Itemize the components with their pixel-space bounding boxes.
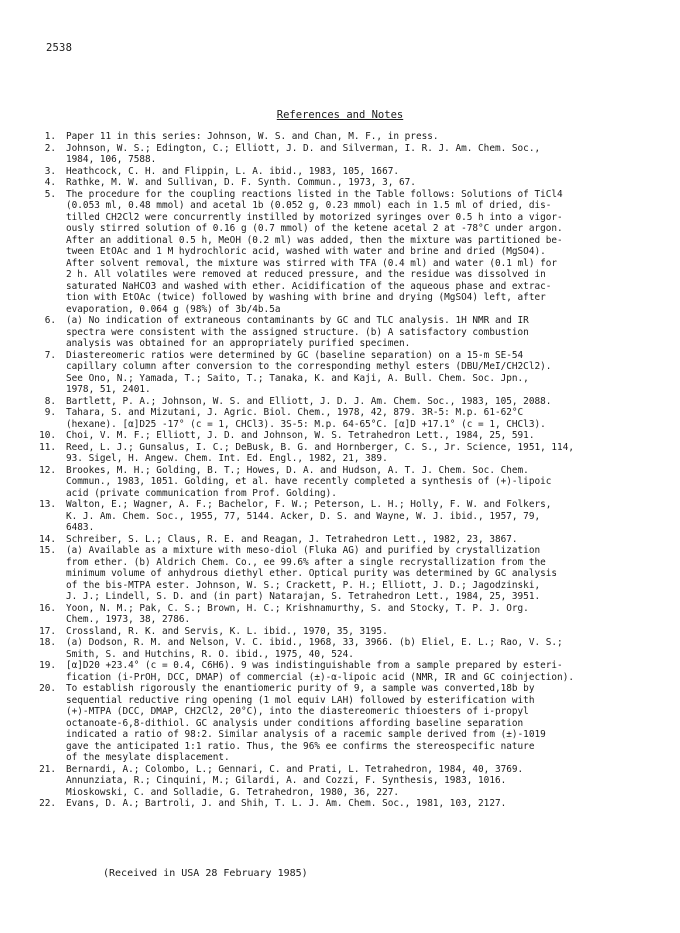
- reference-item: [36, 143, 650, 166]
- reference-text: Tahara, S. and Mizutani, J. Agric. Biol. Chem., 1978, 42, 879. 3R-5: M.p. 61-62°C (hexane). [α]D25 -17° (c = 1, CHCl3). 3S-5: M.p. 64-65°C. [α]D +17.1° (c = 1, CHCl3).: [66, 407, 546, 430]
- reference-text: Choi, V. M. F.; Elliott, J. D. and Johnson, W. S. Tetrahedron Lett., 1984, 25, 591.: [66, 430, 535, 441]
- reference-item: [36, 166, 650, 178]
- reference-number: 21.: [39, 763, 56, 775]
- reference-number: 16.: [39, 602, 56, 614]
- reference-item: [36, 189, 650, 316]
- reference-item: [36, 637, 650, 660]
- reference-text: (a) No indication of extraneous contaminants by GC and TLC analysis. 1H NMR and IR spectra were consistent with the assigned structure. (b) A satisfactory combustion analysis was obtained for an appropriately purified specimen.: [66, 315, 529, 349]
- reference-text: [α]D20 +23.4° (c = 0.4, C6H6). 9 was indistinguishable from a sample prepared by esteri- fication (i-PrOH, DCC, DMAP) of commercial (±)-α-lipoic acid (NMR, IR and GC coinjection).: [66, 660, 574, 683]
- section-title: [0, 109, 680, 121]
- reference-item: [36, 534, 650, 546]
- reference-text: Walton, E.; Wagner, A. F.; Bachelor, F. W.; Peterson, L. H.; Holly, F. W. and Folkers, K. J. Am. Chem. Soc., 1955, 77, 5144. Acker, D. S. and Wayne, W. J. ibid., 1957, 79, 6483.: [66, 499, 552, 533]
- reference-item: [36, 499, 650, 534]
- reference-number: 15.: [39, 545, 56, 556]
- reference-number: 5.: [44, 188, 56, 200]
- reference-item: [36, 660, 650, 683]
- reference-number: 2.: [44, 142, 56, 154]
- reference-number: 11.: [39, 441, 56, 453]
- reference-number: 22.: [39, 798, 56, 809]
- reference-text: (a) Available as a mixture with meso-diol (Fluka AG) and purified by crystallization from ether. (b) Aldrich Chem. Co., ee 99.6% after a single recrystallization from the minimum volume of anhydrous diethyl ether. Optical purity was determined by GC analysis of the bis-MTPA ester. Johnson, W. S.; Crackett, P. H.; Elliott, J. D.; Jagodzinski, J. J.; Lindell, S. D. and (in part) Natarajan, S. Tetrahedron Lett., 1984, 25, 3951.: [66, 545, 558, 602]
- references-list: [36, 131, 650, 810]
- reference-text: Rathke, M. W. and Sullivan, D. F. Synth. Commun., 1973, 3, 67.: [66, 177, 416, 188]
- reference-number: 13.: [39, 499, 56, 510]
- reference-text: Crossland, R. K. and Servis, K. L. ibid., 1970, 35, 3195.: [66, 625, 388, 637]
- section-title-text: References and Notes: [276, 109, 404, 121]
- reference-item: [36, 315, 650, 350]
- reference-item: [36, 545, 650, 603]
- reference-number: 10.: [39, 430, 56, 441]
- reference-item: [36, 603, 650, 626]
- reference-number: 3.: [44, 165, 56, 177]
- reference-item: [36, 442, 650, 465]
- reference-text: Brookes, M. H.; Golding, B. T.; Howes, D. A. and Hudson, A. T. J. Chem. Soc. Chem. Commun., 1983, 1051. Golding, et al. have recently completed a synthesis of (+)-lipoic acid (private communication from Prof. Golding).: [66, 464, 552, 499]
- reference-text: Paper 11 in this series: Johnson, W. S. and Chan, M. F., in press.: [66, 131, 439, 142]
- reference-item: [36, 430, 650, 442]
- reference-number: 20.: [39, 683, 56, 694]
- reference-item: [36, 177, 650, 189]
- reference-number: 18.: [39, 637, 56, 648]
- reference-text: Yoon, N. M.; Pak, C. S.; Brown, H. C.; Krishnamurthy, S. and Stocky, T. P. J. Org. Chem., 1973, 38, 2786.: [66, 602, 529, 625]
- reference-text: Bernardi, A.; Colombo, L.; Gennari, C. and Prati, L. Tetrahedron, 1984, 40, 3769. Annunziata, R.; Cinquini, M.; Gilardi, A. and Cozzi, F. Synthesis, 1983, 1016. Mioskowski, C. and Solladie, G. Tetrahedron, 1980, 36, 227.: [66, 763, 524, 798]
- reference-text: Schreiber, S. L.; Claus, R. E. and Reagan, J. Tetrahedron Lett., 1982, 23, 3867.: [66, 533, 518, 545]
- reference-item: [36, 465, 650, 500]
- reference-text: Bartlett, P. A.; Johnson, W. S. and Elliott, J. D. J. Am. Chem. Soc., 1983, 105, 2088.: [66, 395, 552, 407]
- reference-item: [36, 764, 650, 799]
- reference-item: [36, 131, 650, 143]
- reference-item: [36, 683, 650, 764]
- reference-number: 4.: [44, 177, 56, 188]
- reference-item: [36, 798, 650, 810]
- reference-text: The procedure for the coupling reactions listed in the Table follows: Solutions of TiCl4 (0.053 ml, 0.48 mmol) and acetal 1b (0.052 g, 0.23 mmol) each in 1.5 ml of dried, dis- tilled CH2Cl2 were concurrently instilled by motorized syringes over 0.5 h into a vigor- ously stirred solution of 0.16 g (0.7 mmol) of the ketene acetal 2 at -78°C under argon. After an additional 0.5 h, MeOH (0.2 ml) was added, then the mixture was partitioned be- tween EtOAc and 1 M hydrochloric acid, washed with water and brine and dried (MgSO4). After solvent removal, the mixture was stirred with TFA (0.4 ml) and water (0.1 ml) for 2 h. All volatiles were removed at reduced pressure, and the residue was dissolved in saturated NaHCO3 and washed with ether. Acidification of the aqueous phase and extrac- tion with EtOAc (twice) followed by washing with brine and drying (MgSO4) left, after evaporation, 0.064 g (98%) of 3b/4b.5a: [66, 188, 563, 315]
- reference-number: 1.: [44, 131, 56, 142]
- reference-number: 17.: [39, 625, 56, 637]
- reference-item: [36, 407, 650, 430]
- reference-item: [36, 396, 650, 408]
- reference-text: Johnson, W. S.; Edington, C.; Elliott, J. D. and Silverman, I. R. J. Am. Chem. Soc., 1984, 106, 7588.: [66, 142, 541, 165]
- reference-item: [36, 626, 650, 638]
- reference-number: 9.: [44, 407, 56, 418]
- reference-text: Reed, L. J.; Gunsalus, I. C.; DeBusk, B. G. and Hornberger, C. S., Jr. Science, 1951, 114, 93. Sigel, H. Angew. Chem. Int. Ed. Engl., 1982, 21, 389.: [66, 441, 574, 464]
- received-date: (Received in USA 28 February 1985): [103, 868, 308, 879]
- reference-number: 6.: [44, 315, 56, 326]
- reference-text: Heathcock, C. H. and Flippin, L. A. ibid., 1983, 105, 1667.: [66, 165, 400, 177]
- reference-item: [36, 350, 650, 396]
- reference-text: (a) Dodson, R. M. and Nelson, V. C. ibid., 1968, 33, 3966. (b) Eliel, E. L.; Rao, V. S.; Smith, S. and Hutchins, R. O. ibid., 1975, 40, 524.: [66, 637, 563, 660]
- page-number: 2538: [46, 42, 73, 54]
- reference-number: 19.: [39, 660, 56, 671]
- reference-text: To establish rigorously the enantiomeric purity of 9, a sample was converted,18b by sequential reductive ring opening (1 mol equiv LAH) followed by esterification with (+)-MTPA (DCC, DMAP, CH2Cl2, 20°C), into the diastereomeric thioesters of i-propyl octanoate-6,8-dithiol. GC analysis under conditions affording baseline separation indicated a ratio of 98:2. Similar analysis of a racemic sample derived from (±)-1019 gave the anticipated 1:1 ratio. Thus, the 96% ee confirms the stereospecific nature of the mesylate displacement.: [66, 683, 546, 763]
- reference-number: 8.: [44, 395, 56, 407]
- reference-text: Diastereomeric ratios were determined by GC (baseline separation) on a 15-m SE-54 capillary column after conversion to the corresponding methyl esters (DBU/MeI/CH2Cl2). See Ono, N.; Yamada, T.; Saito, T.; Tanaka, K. and Kaji, A. Bull. Chem. Soc. Jpn., 1978, 51, 2401.: [66, 349, 552, 395]
- reference-number: 7.: [44, 349, 56, 361]
- reference-number: 12.: [39, 464, 56, 476]
- reference-number: 14.: [39, 533, 56, 545]
- reference-text: Evans, D. A.; Bartroli, J. and Shih, T. L. J. Am. Chem. Soc., 1981, 103, 2127.: [66, 798, 507, 809]
